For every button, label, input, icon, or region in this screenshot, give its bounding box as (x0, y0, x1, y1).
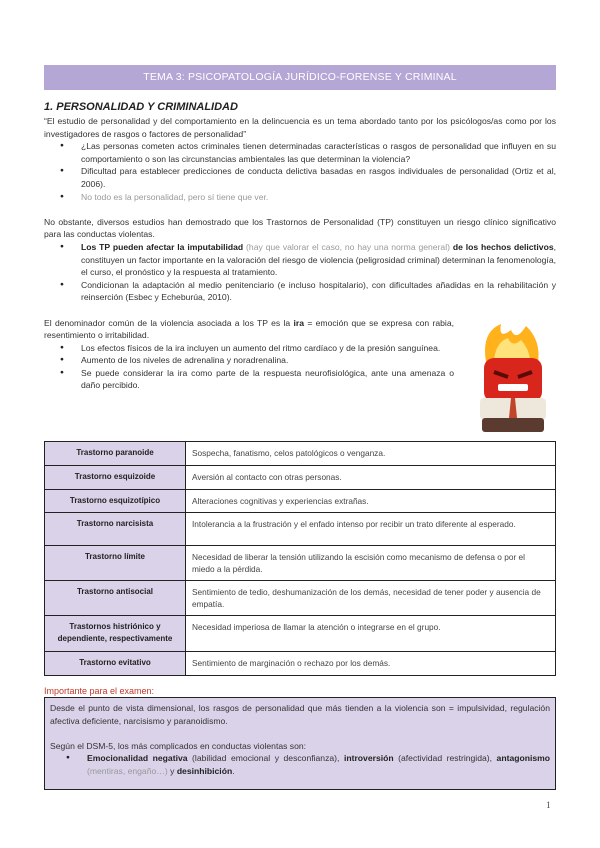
disorder-description: Necesidad de liberar la tensión utilizando la escisión como mecanismo de defensa o por el miedo a la pérdida. (186, 546, 556, 581)
list-item: ● Los efectos físicos de la ira incluyen un aumento del ritmo cardíaco y de la presión sanguínea. (44, 342, 454, 355)
disorder-description: Alteraciones cognitivas y experiencias extrañas. (186, 490, 556, 513)
paragraph-tp: No obstante, diversos estudios han demostrado que los Trastornos de Personalidad (TP) constituyen un riesgo clínico significativo para las conductas violentas. (44, 216, 556, 240)
bullet-list-3 (44, 342, 454, 392)
list-item (50, 752, 550, 777)
page-number: 1 (546, 800, 551, 810)
paragraph-ira (44, 317, 454, 342)
list-item: ● ¿Las personas cometen actos criminales tienen determinadas características o rasgos de personalidad que influyen en su comportamiento o son las circunstancias ambientales las que determinan la violencia? (44, 140, 556, 165)
bold-text: antagonismo (496, 753, 551, 764)
disorder-name: Trastorno esquizotípico (45, 490, 186, 513)
bold-text: introversión (343, 753, 394, 764)
bold-text: de los hechos delictivos (450, 241, 554, 252)
text: (labilidad emocional y desconfianza), (187, 753, 344, 764)
text: El denominador común de la violencia asociada a los TP es la (44, 317, 294, 328)
list-item: ● Se puede considerar la ira como parte de la respuesta neurofisiológica, ante una amenaza o daño percibido. (44, 367, 454, 392)
disorder-description: Necesidad imperiosa de llamar la atención o integrarse en el grupo. (186, 616, 556, 652)
personality-disorders-table (44, 441, 556, 676)
table-row (45, 546, 556, 581)
text: = emoción que se expresa con rabia, resentimiento o irritabilidad. (44, 317, 454, 341)
title-banner: TEMA 3: PSICOPATOLOGÍA JURÍDICO-FORENSE Y CRIMINAL (44, 65, 556, 90)
table-row (45, 442, 556, 466)
anger-character-image (466, 322, 560, 434)
disorder-name: Trastorno límite (45, 546, 186, 581)
disorder-name: Trastorno narcisista (45, 513, 186, 546)
disorder-name: Trastorno evitativo (45, 652, 186, 676)
table-row (45, 466, 556, 490)
list-item: ● Condicionan la adaptación al medio penitenciario (e incluso hospitalario), con dificultades añadidas en la rehabilitación y reinserción (Esbec y Echeburúa, 2010). (44, 279, 556, 304)
disorder-description: Sentimiento de marginación o rechazo por los demás. (186, 652, 556, 676)
bold-text: ira (293, 317, 305, 328)
disorder-description: Intolerancia a la frustración y el enfado intenso por recibir un trato diferente al esperado. (186, 513, 556, 546)
list-item: ● Dificultad para establecer predicciones de conducta delictiva basadas en rasgos individuales de personalidad (Ortiz et al, 2006). (44, 165, 556, 190)
text: , constituyen un factor importante en la valoración del riesgo de violencia (peligrosidad criminal) determinan la fenomenología, el curso, el pronóstico y la respuesta al tratamiento. (81, 241, 557, 278)
disorder-name: Trastorno esquizoide (45, 466, 186, 490)
list-item: ● No todo es la personalidad, pero sí tiene que ver. (44, 191, 556, 204)
list-item (44, 241, 556, 279)
intro-quote: “El estudio de personalidad y del comportamiento en la delincuencia es un tema abordado tanto por los psicólogos/as como por los investigadores de rasgos o factores de personalidad” (44, 116, 556, 139)
important-paragraph: Desde el punto de vista dimensional, los rasgos de personalidad que más tienden a la violencia son = impulsividad, regulación afectiva deficiente, narcisismo y paranoidismo. (50, 703, 550, 726)
text: y (167, 765, 177, 776)
important-box (44, 697, 556, 790)
bold-text: Los TP pueden afectar la imputabilidad (81, 241, 244, 252)
table-row (45, 513, 556, 546)
dsm5-paragraph: Según el DSM-5, los más complicados en conductas violentas son: (50, 740, 307, 751)
bullet-list-2 (44, 241, 556, 304)
text: . (232, 765, 235, 776)
disorder-description: Sentimiento de tedio, deshumanización de los demás, necesidad de tener poder y ausencia de empatía. (186, 581, 556, 616)
table-row (45, 652, 556, 676)
disorder-description: Aversión al contacto con otras personas. (186, 466, 556, 490)
dsm5-list (50, 752, 550, 777)
bullet-list-1 (44, 140, 556, 203)
important-label: Importante para el examen: (44, 686, 155, 696)
list-item: ● Aumento de los niveles de adrenalina y noradrenalina. (44, 354, 454, 367)
section-heading: 1. PERSONALIDAD Y CRIMINALIDAD (44, 101, 238, 113)
table-row (45, 490, 556, 513)
table-row (45, 581, 556, 616)
disorder-name: Trastorno antisocial (45, 581, 186, 616)
aside-text: (mentiras, engaño…) (87, 765, 168, 776)
text: (afectividad restringida), (393, 753, 497, 764)
aside-text: (hay que valorar el caso, no hay una norma general) (243, 241, 450, 252)
bold-text: desinhibición (176, 765, 233, 776)
disorder-name: Trastornos histriónico y dependiente, respectivamente (45, 616, 186, 652)
table-row (45, 616, 556, 652)
bold-text: Emocionalidad negativa (87, 753, 188, 764)
disorder-description: Sospecha, fanatismo, celos patológicos o venganza. (186, 442, 556, 466)
disorder-name: Trastorno paranoide (45, 442, 186, 466)
